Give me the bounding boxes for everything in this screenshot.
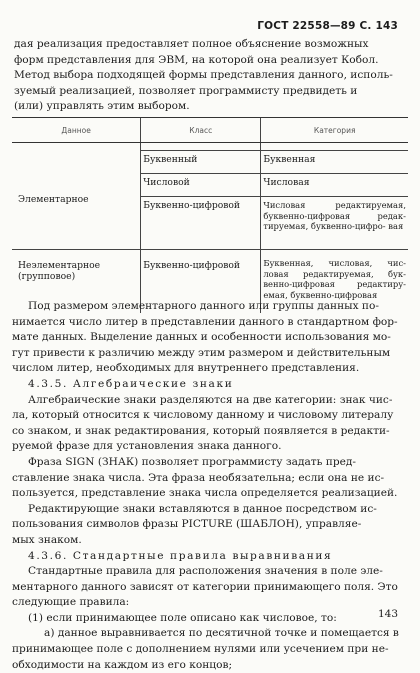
- text-line: Фраза SIGN (ЗНАК) позволяет программисту задать пред-: [28, 455, 357, 468]
- text-line: Метод выбора подходящей формы представления данного, исполь-: [14, 69, 393, 82]
- text-line: мых знаком.: [12, 533, 82, 546]
- col-header-data: Данное: [12, 118, 141, 143]
- text-line: Под размером элементарного данного или группы данных по-: [28, 300, 379, 312]
- section-heading-4-3-6: 4.3.6. Стандартные правила выравнивания: [28, 549, 333, 562]
- text-line: форм представления для ЭВМ, на которой она реализует Кобол.: [14, 53, 379, 66]
- list-item-a: a) данное выравнивается по десятичной точке и помещается в: [44, 627, 399, 640]
- text-line: числом литер, необходимых для внутреннего представления.: [12, 362, 360, 375]
- text-line: ставление знака числа. Эта фраза необязательна; если она не ис-: [12, 471, 385, 484]
- text-line: Стандартные правила для расположения значения в поле эле-: [28, 565, 383, 578]
- text-line: следующие правила:: [12, 596, 130, 609]
- text-line: гут привести к различию между этим размером и действительным: [12, 346, 391, 359]
- cell-category: Числовая: [261, 174, 408, 197]
- list-item-1: (1) если принимающее поле описано как числовое, то:: [28, 611, 337, 624]
- section-heading-4-3-5: 4.3.5. Алгебраические знаки: [28, 377, 234, 390]
- cell-class: Буквенно-цифровой: [141, 250, 261, 314]
- text-line: руемой фразе для установления знака данного.: [12, 440, 282, 453]
- running-header: ГОСТ 22558—89 С. 143: [257, 20, 398, 32]
- text-line: Алгебраические знаки разделяются на две категории: знак чис-: [28, 393, 393, 406]
- text-line: зуемый реализацией, позволяет программисту предвидеть и: [14, 84, 358, 97]
- text-line: пользуется, представление знака числа определяется реализацией.: [12, 487, 398, 500]
- intro-paragraph: [14, 37, 393, 115]
- text-line: (или) управлять этим выбором.: [14, 100, 190, 113]
- page-number: 143: [377, 608, 398, 620]
- text-line: обходимости на каждом из его концов;: [12, 658, 233, 671]
- cell-class: Числовой: [141, 174, 261, 197]
- cell-class: Буквенно-цифровой: [141, 197, 261, 250]
- text-line: нимается число литер в представлении данного в стандартном фор-: [12, 315, 398, 328]
- data-category-table: [12, 117, 408, 313]
- row-label-nonelementary: Неэлементарное (групповое): [12, 250, 141, 314]
- text-line: со знаком, и знак редактирования, который появляется в редакти-: [12, 424, 390, 437]
- text-line: дая реализация предоставляет полное объяснение возможных: [14, 38, 369, 50]
- row-label-elementary: Элементарное: [18, 194, 89, 206]
- body-text: [12, 299, 399, 673]
- text-line: принимающее поле с дополнением нулями или усечением при не-: [12, 643, 389, 656]
- col-header-category: Категория: [261, 118, 408, 143]
- col-header-class: Класс: [141, 118, 261, 143]
- text-line: пользования символов фразы PICTURE (ШАБЛОН), управляе-: [12, 518, 362, 531]
- cell-category: Буквенная: [261, 151, 408, 174]
- cell-category: Буквенная, числовая, чис- ловая редактируемая, бук- венно-цифровая редактиру- емая, буквенно-цифровая: [261, 250, 408, 314]
- text-line: ла, который относится к числовому данному и числовому литералу: [12, 409, 394, 422]
- text-line: мате данных. Выделение данных и особенности использования мо-: [12, 331, 391, 344]
- cell-category: Числовая редактируемая, буквенно-цифровая редак- тируемая, буквенно-цифро- вая: [261, 197, 408, 250]
- text-line: Редактирующие знаки вставляются в данное посредством ис-: [28, 502, 377, 515]
- text-line: ментарного данного зависят от категории принимающего поля. Это: [12, 580, 398, 593]
- cell-class: Буквенный: [141, 151, 261, 174]
